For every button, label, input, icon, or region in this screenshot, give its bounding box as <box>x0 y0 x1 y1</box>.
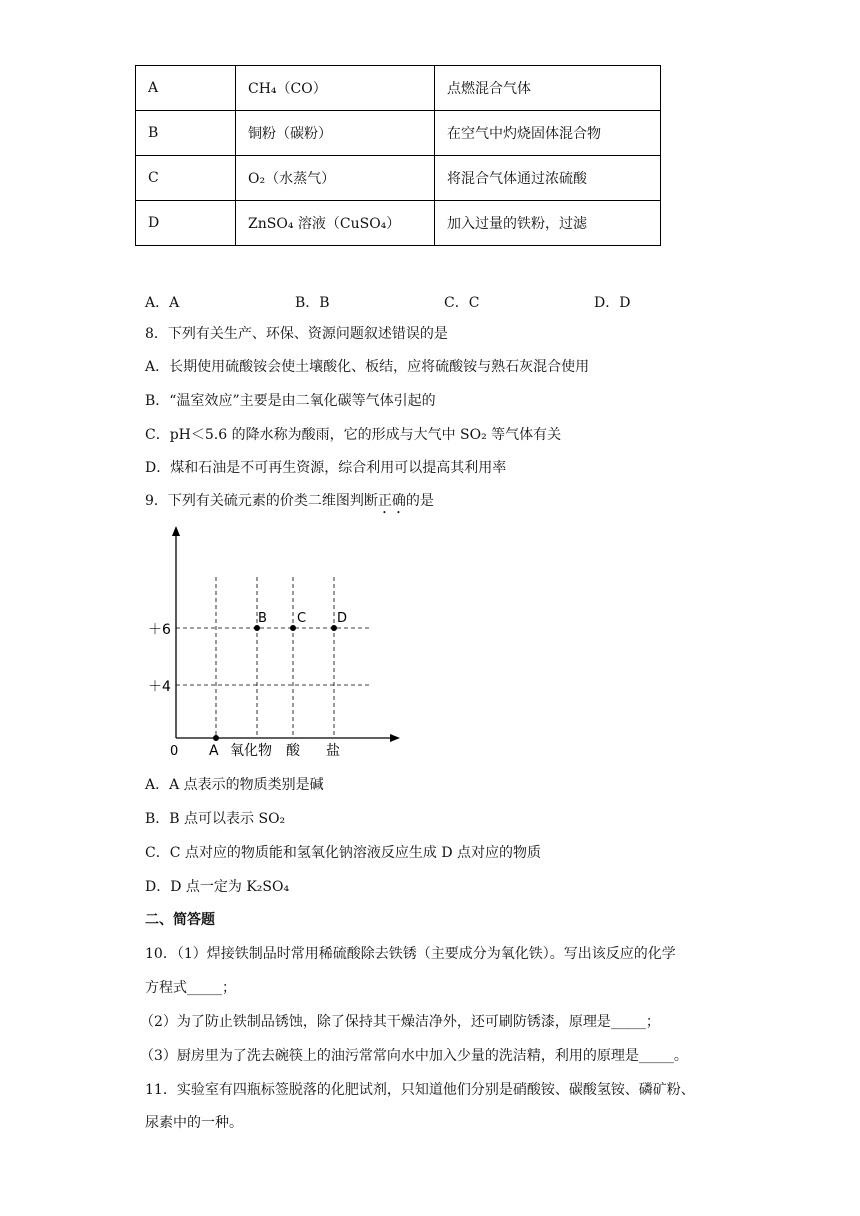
option-substance: CH₄（CO） <box>236 66 435 111</box>
point-c <box>290 625 296 631</box>
option-label: A <box>136 66 236 111</box>
x-axis-arrow <box>390 734 400 742</box>
x-label-oxide: 氧化物 <box>230 743 272 759</box>
question-11-line-1: 11．实验室有四瓶标签脱落的化肥试剂，只知道他们分别是硝酸铵、碳酸氢铵、磷矿粉、 <box>145 1082 695 1098</box>
question-8-option-a: A．长期使用硫酸铵会使土壤酸化、板结，应将硫酸铵与熟石灰混合使用 <box>145 359 590 375</box>
question-9-stem <box>145 491 434 517</box>
x-label-acid: 酸 <box>286 743 300 759</box>
option-method: 点燃混合气体 <box>435 66 661 111</box>
choice-a: A．A <box>145 295 180 311</box>
x-label-a: A <box>209 743 219 759</box>
question-9-option-d: D．D 点一定为 K₂SO₄ <box>145 879 290 895</box>
table-row <box>136 111 661 156</box>
option-substance: ZnSO₄ 溶液（CuSO₄） <box>236 201 435 246</box>
choice-d: D．D <box>594 295 631 311</box>
option-substance: O₂（水蒸气） <box>236 156 435 201</box>
question-10-line-1: 10．（1）焊接铁制品时常用稀硫酸除去铁锈（主要成分为氧化铁）。写出该反应的化学 <box>145 946 676 962</box>
question-9-stem-end: 的是 <box>405 493 434 509</box>
valence-category-graph <box>140 522 410 762</box>
table-row <box>136 201 661 246</box>
question-8-option-b: B．“温室效应”主要是由二氧化碳等气体引起的 <box>145 393 436 409</box>
option-substance: 铜粉（碳粉） <box>236 111 435 156</box>
option-method: 在空气中灼烧固体混合物 <box>435 111 661 156</box>
option-label: B <box>136 111 236 156</box>
option-label: D <box>136 201 236 246</box>
question-9-stem-emphasis: 正确 <box>377 493 406 509</box>
options-table <box>135 65 661 246</box>
choice-c: C．C <box>444 295 480 311</box>
question-9-stem-text: 9．下列有关硫元素的价类二维图判断 <box>145 493 378 509</box>
option-method: 将混合气体通过浓硫酸 <box>435 156 661 201</box>
question-10-line-3: （2）为了防止铁制品锈蚀，除了保持其干燥洁净外，还可刷防锈漆，原理是_____； <box>140 1014 660 1030</box>
x-label-salt: 盐 <box>326 743 340 759</box>
question-8-option-c: C．pH＜5.6 的降水称为酸雨，它的形成与大气中 SO₂ 等气体有关 <box>145 427 562 443</box>
question-10-line-4: （3）厨房里为了洗去碗筷上的油污常常向水中加入少量的洗洁精，利用的原理是_____。 <box>140 1048 688 1064</box>
question-8-option-d: D．煤和石油是不可再生资源，综合利用可以提高其利用率 <box>145 460 507 476</box>
y-tick-label: ＋6 <box>148 622 171 638</box>
question-11-line-2: 尿素中的一种。 <box>145 1115 243 1131</box>
table-row <box>136 156 661 201</box>
point-label-c: C <box>297 611 307 626</box>
point-a <box>213 735 219 741</box>
option-label: C <box>136 156 236 201</box>
choice-b: B．B <box>295 295 330 311</box>
point-label-d: D <box>337 611 348 626</box>
question-9-option-a: A．A 点表示的物质类别是碱 <box>145 777 324 793</box>
question-8-stem: 8．下列有关生产、环保、资源问题叙述错误的是 <box>145 326 448 342</box>
origin-label: 0 <box>170 744 179 759</box>
y-tick-label: ＋4 <box>148 679 171 695</box>
question-9-option-b: B．B 点可以表示 SO₂ <box>145 811 286 827</box>
question-10-line-2: 方程式_____； <box>145 980 236 996</box>
y-axis-arrow <box>172 526 180 536</box>
question-9-option-c: C．C 点对应的物质能和氢氧化钠溶液反应生成 D 点对应的物质 <box>145 845 541 861</box>
option-method: 加入过量的铁粉，过滤 <box>435 201 661 246</box>
point-label-b: B <box>258 611 267 626</box>
table-row <box>136 66 661 111</box>
section-heading: 二、简答题 <box>145 912 215 928</box>
